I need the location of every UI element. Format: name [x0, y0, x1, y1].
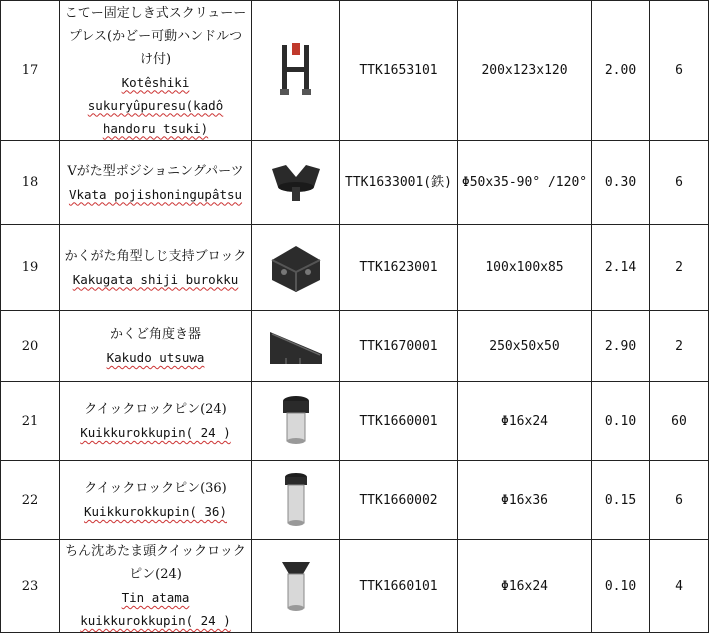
- name-romaji: Kuikkurokkupin( 36): [84, 504, 227, 519]
- name-romaji: Kakudo utsuwa: [106, 350, 205, 365]
- name-japanese: かくど角度き器: [109, 327, 201, 342]
- row-number: 17: [1, 1, 60, 141]
- part-image: [252, 141, 340, 225]
- name-japanese: こてー固定しき式スクリューープレス(かどー可動ハンドルつけ付): [64, 5, 247, 67]
- row-number: 22: [1, 461, 60, 540]
- part-qty: 6: [650, 141, 709, 225]
- v-block-icon: [268, 161, 324, 205]
- name-romaji: Kuikkurokkupin( 24 ): [80, 425, 231, 440]
- part-size: 200x123x120: [458, 1, 592, 141]
- quick-lock-pin-long-icon: [281, 471, 311, 529]
- name-japanese: クイックロックピン(24): [84, 402, 227, 417]
- part-code: TTK1623001: [340, 225, 458, 311]
- part-code: TTK1653101: [340, 1, 458, 141]
- part-name: [60, 540, 252, 633]
- table-row: [1, 382, 709, 461]
- row-number: 20: [1, 311, 60, 382]
- part-weight: 2.14: [592, 225, 650, 311]
- part-name: [60, 225, 252, 311]
- part-code: TTK1670001: [340, 311, 458, 382]
- part-code: TTK1633001(鉄): [340, 141, 458, 225]
- part-weight: 2.00: [592, 1, 650, 141]
- part-name: [60, 461, 252, 540]
- part-qty: 2: [650, 311, 709, 382]
- name-japanese: ちん沈あたま頭クイックロックピン(24): [65, 544, 246, 582]
- table-row: [1, 540, 709, 633]
- name-romaji: Kakugata shiji burokku: [72, 271, 239, 287]
- part-name: [60, 1, 252, 141]
- angle-block-icon: [266, 240, 326, 296]
- name-japanese: Vがた型ポジショニングパーツ: [67, 163, 244, 179]
- part-size: Φ16x36: [458, 461, 592, 540]
- name-japanese: かくがた角型しじ支持ブロック: [64, 248, 247, 264]
- part-code: TTK1660101: [340, 540, 458, 633]
- row-number: 18: [1, 141, 60, 225]
- angle-gauge-icon: [266, 324, 326, 368]
- table-row: [1, 461, 709, 540]
- part-weight: 2.90: [592, 311, 650, 382]
- row-number: 21: [1, 382, 60, 461]
- part-qty: 6: [650, 461, 709, 540]
- part-code: TTK1660002: [340, 461, 458, 540]
- part-size: 100x100x85: [458, 225, 592, 311]
- screw-press-icon: [276, 41, 316, 101]
- part-name: [60, 311, 252, 382]
- part-name: [60, 141, 252, 225]
- name-romaji: Vkata pojishoningupâtsu: [68, 186, 243, 202]
- part-size: 250x50x50: [458, 311, 592, 382]
- part-weight: 0.30: [592, 141, 650, 225]
- part-size: Φ16x24: [458, 382, 592, 461]
- row-number: 23: [1, 540, 60, 633]
- part-size: Φ16x24: [458, 540, 592, 633]
- table-row: [1, 311, 709, 382]
- countersunk-pin-icon: [279, 556, 313, 616]
- row-number: 19: [1, 225, 60, 311]
- quick-lock-pin-icon: [279, 393, 313, 449]
- part-qty: 60: [650, 382, 709, 461]
- part-weight: 0.15: [592, 461, 650, 540]
- name-romaji: Tin atama kuikkurokkupin( 24 ): [80, 590, 231, 628]
- part-size: Φ50x35-90° /120°: [458, 141, 592, 225]
- part-weight: 0.10: [592, 382, 650, 461]
- part-image: [252, 382, 340, 461]
- part-image: [252, 225, 340, 311]
- part-qty: 6: [650, 1, 709, 141]
- part-name: [60, 382, 252, 461]
- table-row: [1, 225, 709, 311]
- part-weight: 0.10: [592, 540, 650, 633]
- table-row: [1, 141, 709, 225]
- part-image: [252, 540, 340, 633]
- part-qty: 2: [650, 225, 709, 311]
- name-japanese: クイックロックピン(36): [84, 481, 227, 496]
- part-image: [252, 461, 340, 540]
- part-image: [252, 311, 340, 382]
- table-row: [1, 1, 709, 141]
- part-code: TTK1660001: [340, 382, 458, 461]
- part-image: [252, 1, 340, 141]
- name-romaji: Kotêshiki sukuryûpuresu(kadô handoru tsuki): [87, 74, 224, 136]
- part-qty: 4: [650, 540, 709, 633]
